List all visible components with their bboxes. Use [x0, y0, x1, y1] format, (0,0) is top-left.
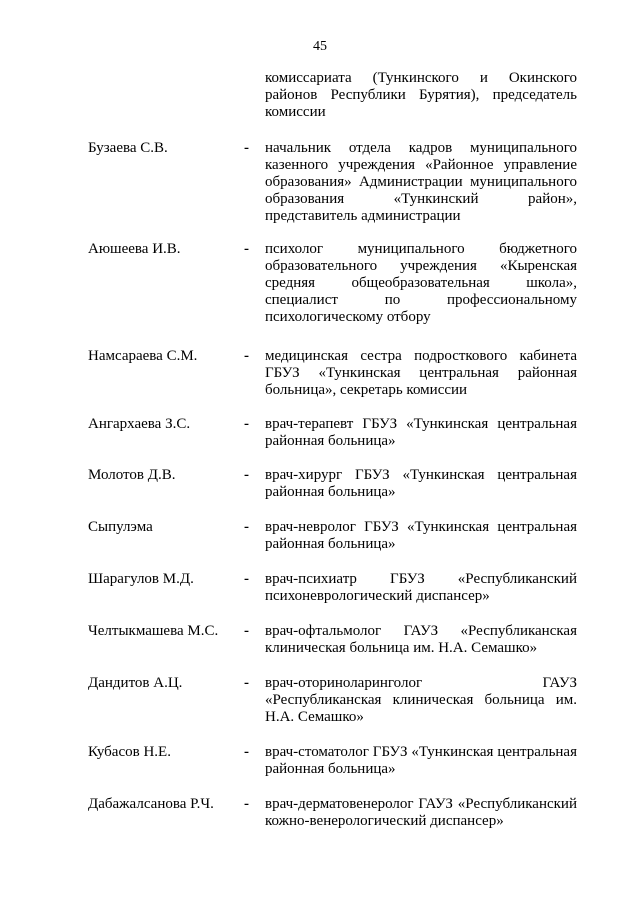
member-name: Бузаева С.В.: [88, 140, 168, 156]
dash-separator: -: [244, 467, 249, 483]
member-name: Шарагулов М.Д.: [88, 571, 194, 587]
dash-separator: -: [244, 348, 249, 364]
dash-separator: -: [244, 744, 249, 760]
member-role: врач-психиатр ГБУЗ «Республиканский психоневрологический диспансер»: [265, 571, 577, 604]
member-role: врач-оториноларинголог ГАУЗ «Республиканская клиническая больница им. Н.А. Семашко»: [265, 675, 577, 725]
continuation-text: комиссариата (Тункинского и Окинского районов Республики Бурятия), председатель комиссии: [265, 70, 577, 120]
member-role: врач-дерматовенеролог ГАУЗ «Республиканский кожно-венерологический диспансер»: [265, 796, 577, 829]
member-role: врач-терапевт ГБУЗ «Тункинская центральная районная больница»: [265, 416, 577, 449]
page-number: 45: [313, 39, 327, 54]
dash-separator: -: [244, 675, 249, 691]
member-name: Намсараева С.М.: [88, 348, 198, 364]
member-role: медицинская сестра подросткового кабинета ГБУЗ «Тункинская центральная районная больница», секретарь комиссии: [265, 348, 577, 398]
member-name: Аюшеева И.В.: [88, 241, 181, 257]
dash-separator: -: [244, 796, 249, 812]
member-role: врач-офтальмолог ГАУЗ «Республиканская клиническая больница им. Н.А. Семашко»: [265, 623, 577, 656]
member-name: Сыпулэма: [88, 519, 153, 535]
dash-separator: -: [244, 416, 249, 432]
dash-separator: -: [244, 623, 249, 639]
dash-separator: -: [244, 140, 249, 156]
member-name: Молотов Д.В.: [88, 467, 176, 483]
member-role: врач-стоматолог ГБУЗ «Тункинская центральная районная больница»: [265, 744, 577, 777]
member-name: Ангархаева З.С.: [88, 416, 191, 432]
member-role: врач-хирург ГБУЗ «Тункинская центральная районная больница»: [265, 467, 577, 500]
member-name: Дандитов А.Ц.: [88, 675, 183, 691]
member-role: начальник отдела кадров муниципального казенного учреждения «Районное управление образования» Администрации муниципального образования «Тункинский район», представитель администрации: [265, 140, 577, 224]
member-role: психолог муниципального бюджетного образовательного учреждения «Кыренская средняя общеобразовательная школа», специалист по профессиональному психологическому отбору: [265, 241, 577, 325]
member-name: Дабажалсанова Р.Ч.: [88, 796, 214, 812]
dash-separator: -: [244, 519, 249, 535]
member-name: Кубасов Н.Е.: [88, 744, 171, 760]
member-name: Челтыкмашева М.С.: [88, 623, 219, 639]
dash-separator: -: [244, 241, 249, 257]
dash-separator: -: [244, 571, 249, 587]
member-role: врач-невролог ГБУЗ «Тункинская центральная районная больница»: [265, 519, 577, 552]
